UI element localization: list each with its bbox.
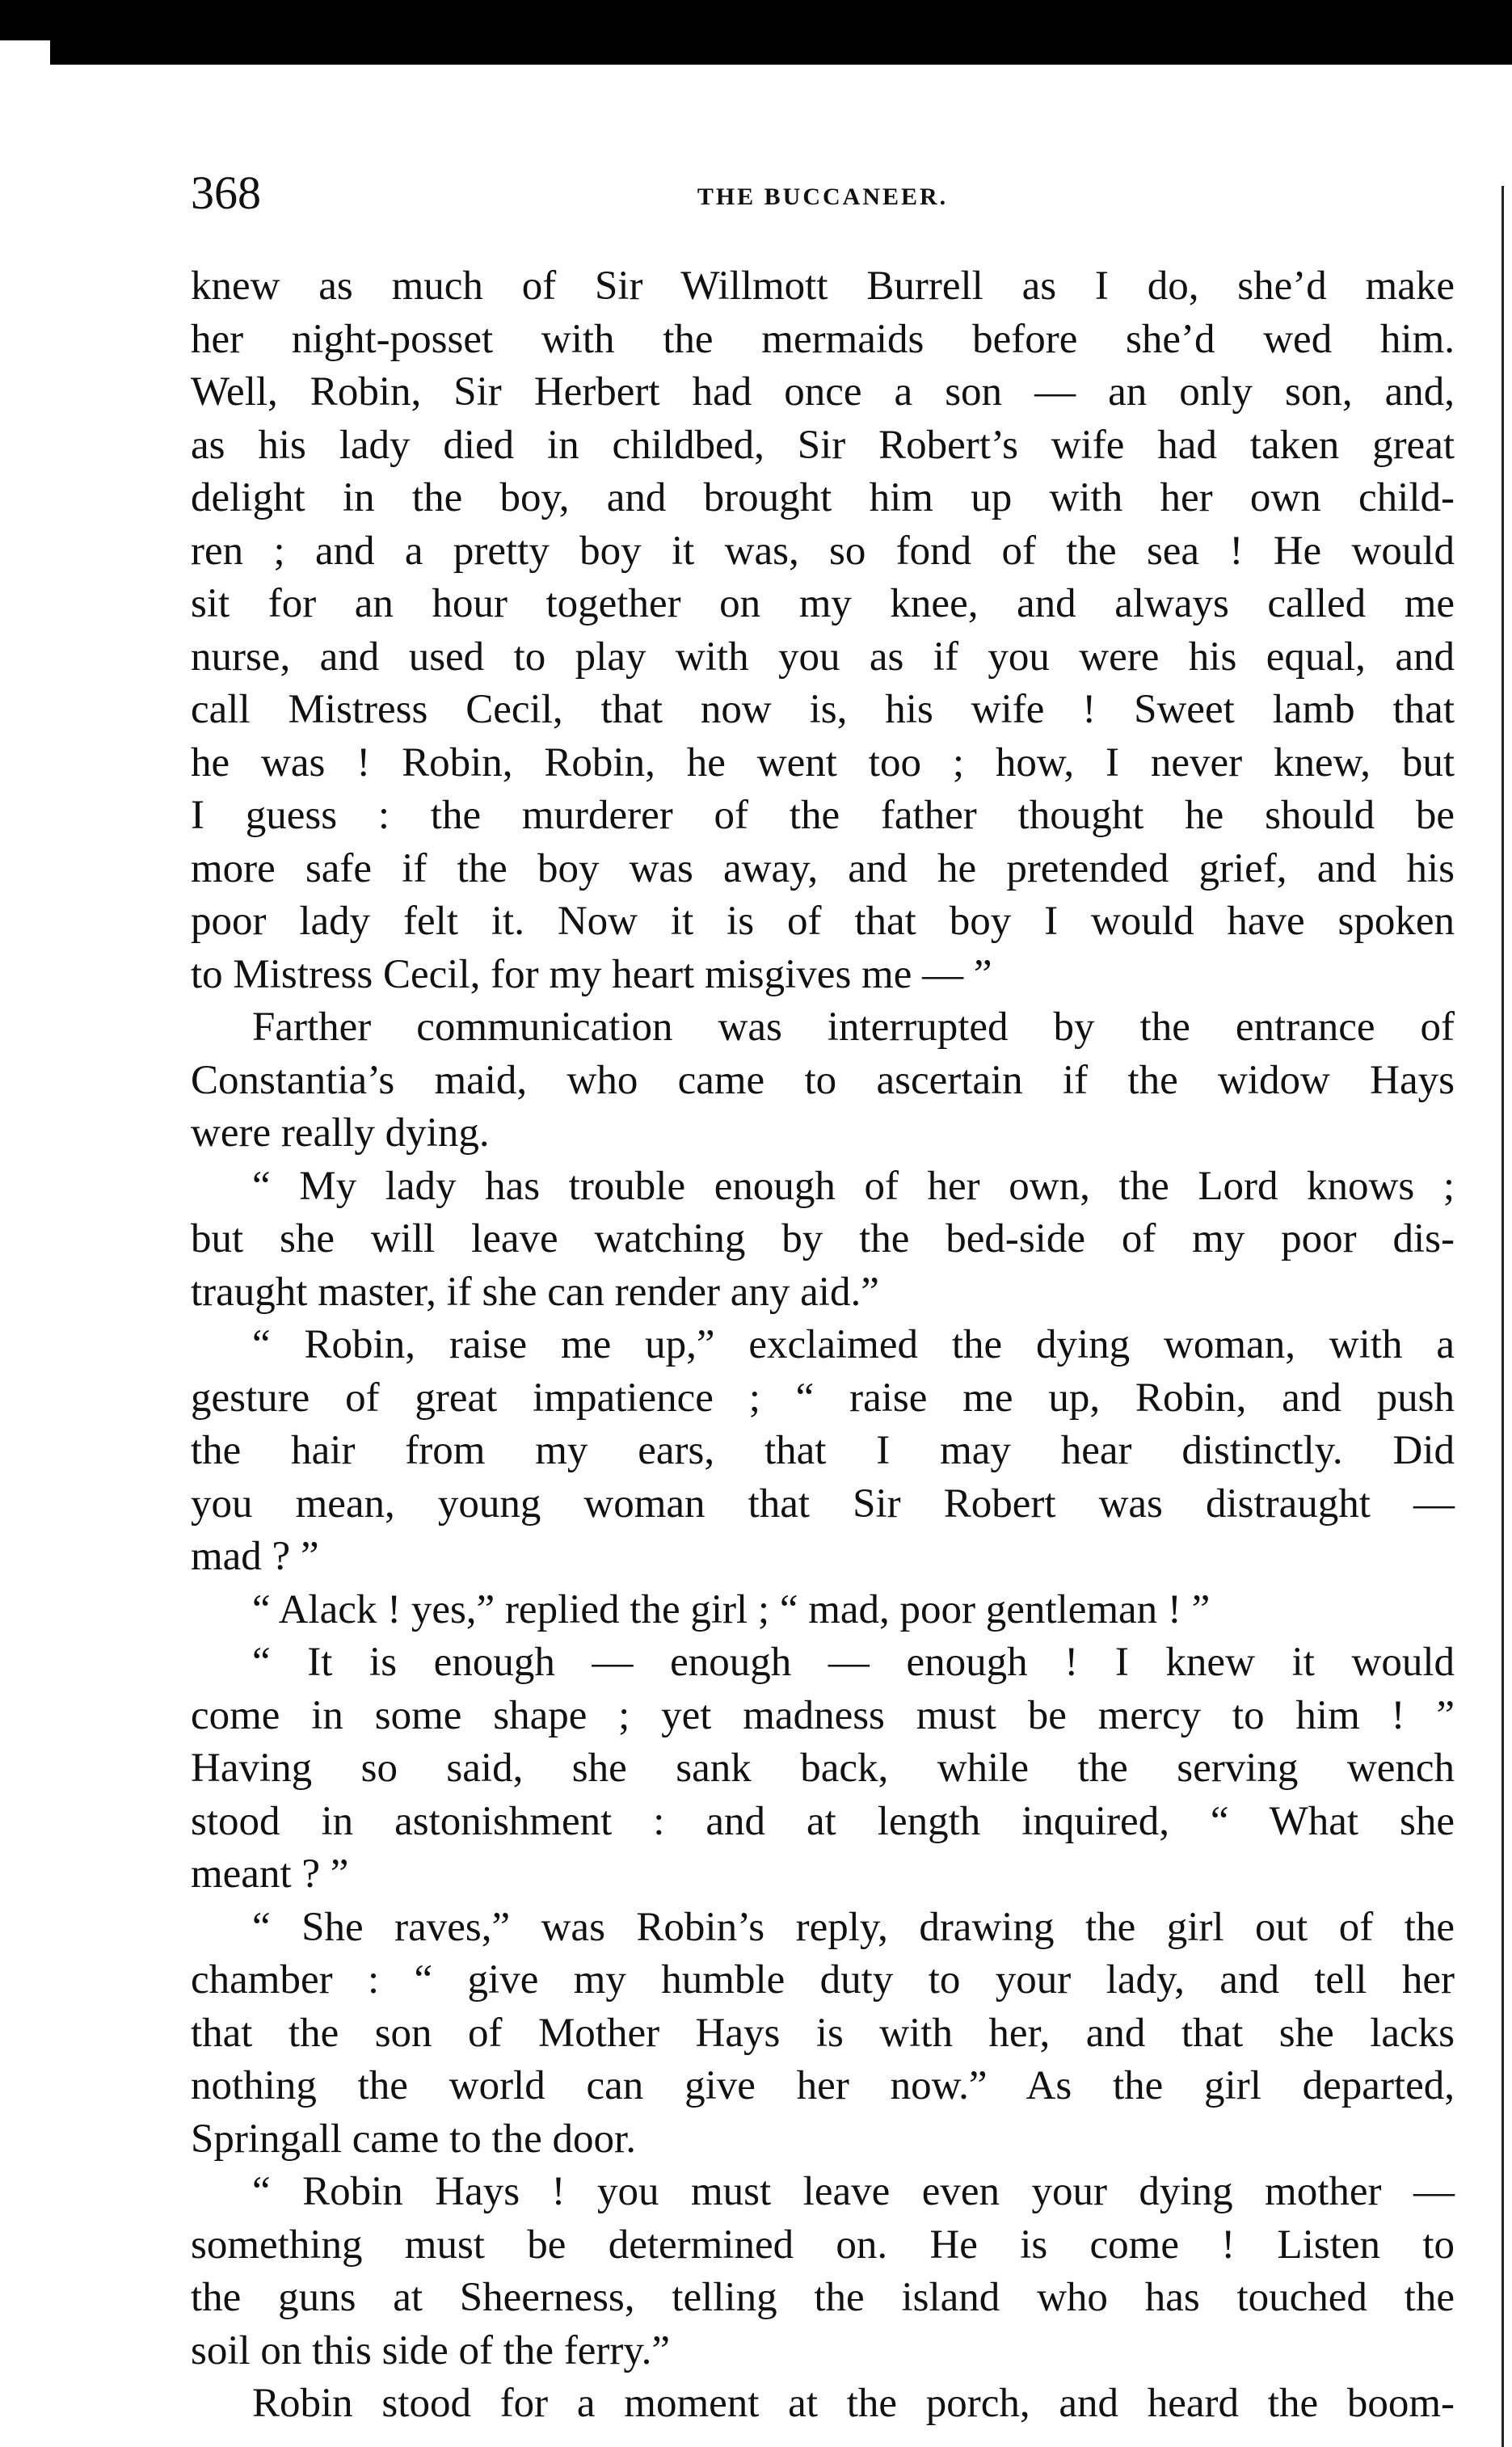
text-line: nurse, and used to play with you as if you were his equal, and xyxy=(191,634,1455,680)
page-number: 368 xyxy=(191,166,261,219)
text-line: I guess : the murderer of the father thought he should be xyxy=(191,793,1455,838)
text-line: delight in the boy, and brought him up with her own child- xyxy=(191,475,1455,520)
text-line: knew as much of Sir Willmott Burrell as I do, she’d make xyxy=(191,263,1455,309)
text-line: the guns at Sheerness, telling the island who has touched the xyxy=(191,2275,1455,2320)
text-line: as his lady died in childbed, Sir Robert’s wife had taken great xyxy=(191,422,1455,468)
text-line: were really dying. xyxy=(191,1110,490,1156)
text-line: “ My lady has trouble enough of her own, the Lord knows ; xyxy=(252,1163,1455,1209)
text-line: Having so said, she sank back, while the serving wench xyxy=(191,1746,1455,1791)
text-line: come in some shape ; yet madness must be mercy to him ! ” xyxy=(191,1692,1455,1738)
text-line: Constantia’s maid, who came to ascertain if the widow Hays xyxy=(191,1057,1455,1103)
text-line: the hair from my ears, that I may hear distinctly. Did xyxy=(191,1428,1455,1473)
text-line: Robin stood for a moment at the porch, and heard the boom- xyxy=(252,2381,1455,2426)
text-line: Springall came to the door. xyxy=(191,2116,636,2162)
text-line: traught master, if she can render any aid.” xyxy=(191,1269,879,1315)
text-line: Well, Robin, Sir Herbert had once a son — an only son, and, xyxy=(191,369,1455,415)
text-line: “ Robin Hays ! you must leave even your dying mother — xyxy=(252,2169,1455,2214)
text-line: call Mistress Cecil, that now is, his wife ! Sweet lamb that xyxy=(191,687,1455,732)
running-title: THE BUCCANEER. xyxy=(697,183,949,210)
text-line: Farther communication was interrupted by the entrance of xyxy=(252,1004,1455,1050)
text-line: sit for an hour together on my knee, and always called me xyxy=(191,581,1455,626)
text-line: but she will leave watching by the bed-side of my poor dis- xyxy=(191,1216,1455,1261)
text-line: chamber : “ give my humble duty to your lady, and tell her xyxy=(191,1957,1455,2003)
text-line: meant ? ” xyxy=(191,1851,349,1897)
page-body-text xyxy=(191,260,1455,2431)
text-line: that the son of Mother Hays is with her, and that she lacks xyxy=(191,2010,1455,2056)
text-line: “ It is enough — enough — enough ! I knew it would xyxy=(252,1640,1455,1685)
text-line: mad ? ” xyxy=(191,1534,319,1579)
text-line: something must be determined on. He is come ! Listen to xyxy=(191,2222,1455,2268)
text-line: more safe if the boy was away, and he pretended grief, and his xyxy=(191,845,1455,891)
scan-edge-shadow xyxy=(0,0,50,40)
page-edge-line xyxy=(1501,186,1504,2447)
text-line: ren ; and a pretty boy it was, so fond of the sea ! He would xyxy=(191,528,1455,574)
text-line: “ Robin, raise me up,” exclaimed the dying woman, with a xyxy=(252,1322,1455,1367)
text-line: to Mistress Cecil, for my heart misgives me — ” xyxy=(191,951,992,997)
text-line: poor lady felt it. Now it is of that boy I would have spoken xyxy=(191,899,1455,944)
scan-edge-shadow xyxy=(50,0,1512,65)
text-line: soil on this side of the ferry.” xyxy=(191,2327,670,2373)
text-line: you mean, young woman that Sir Robert was distraught — xyxy=(191,1480,1455,1527)
text-line: her night-posset with the mermaids before she’d wed him. xyxy=(191,316,1455,362)
text-line: “ She raves,” was Robin’s reply, drawing the girl out of the xyxy=(252,1904,1455,1950)
page-header xyxy=(191,166,1455,222)
text-line: “ Alack ! yes,” replied the girl ; “ mad, poor gentleman ! ” xyxy=(252,1586,1211,1632)
text-line: he was ! Robin, Robin, he went too ; how, I never knew, but xyxy=(191,739,1455,785)
text-line: gesture of great impatience ; “ raise me up, Robin, and push xyxy=(191,1375,1455,1421)
text-line: stood in astonishment : and at length inquired, “ What she xyxy=(191,1798,1455,1844)
text-line: nothing the world can give her now.” As the girl departed, xyxy=(191,2063,1455,2108)
